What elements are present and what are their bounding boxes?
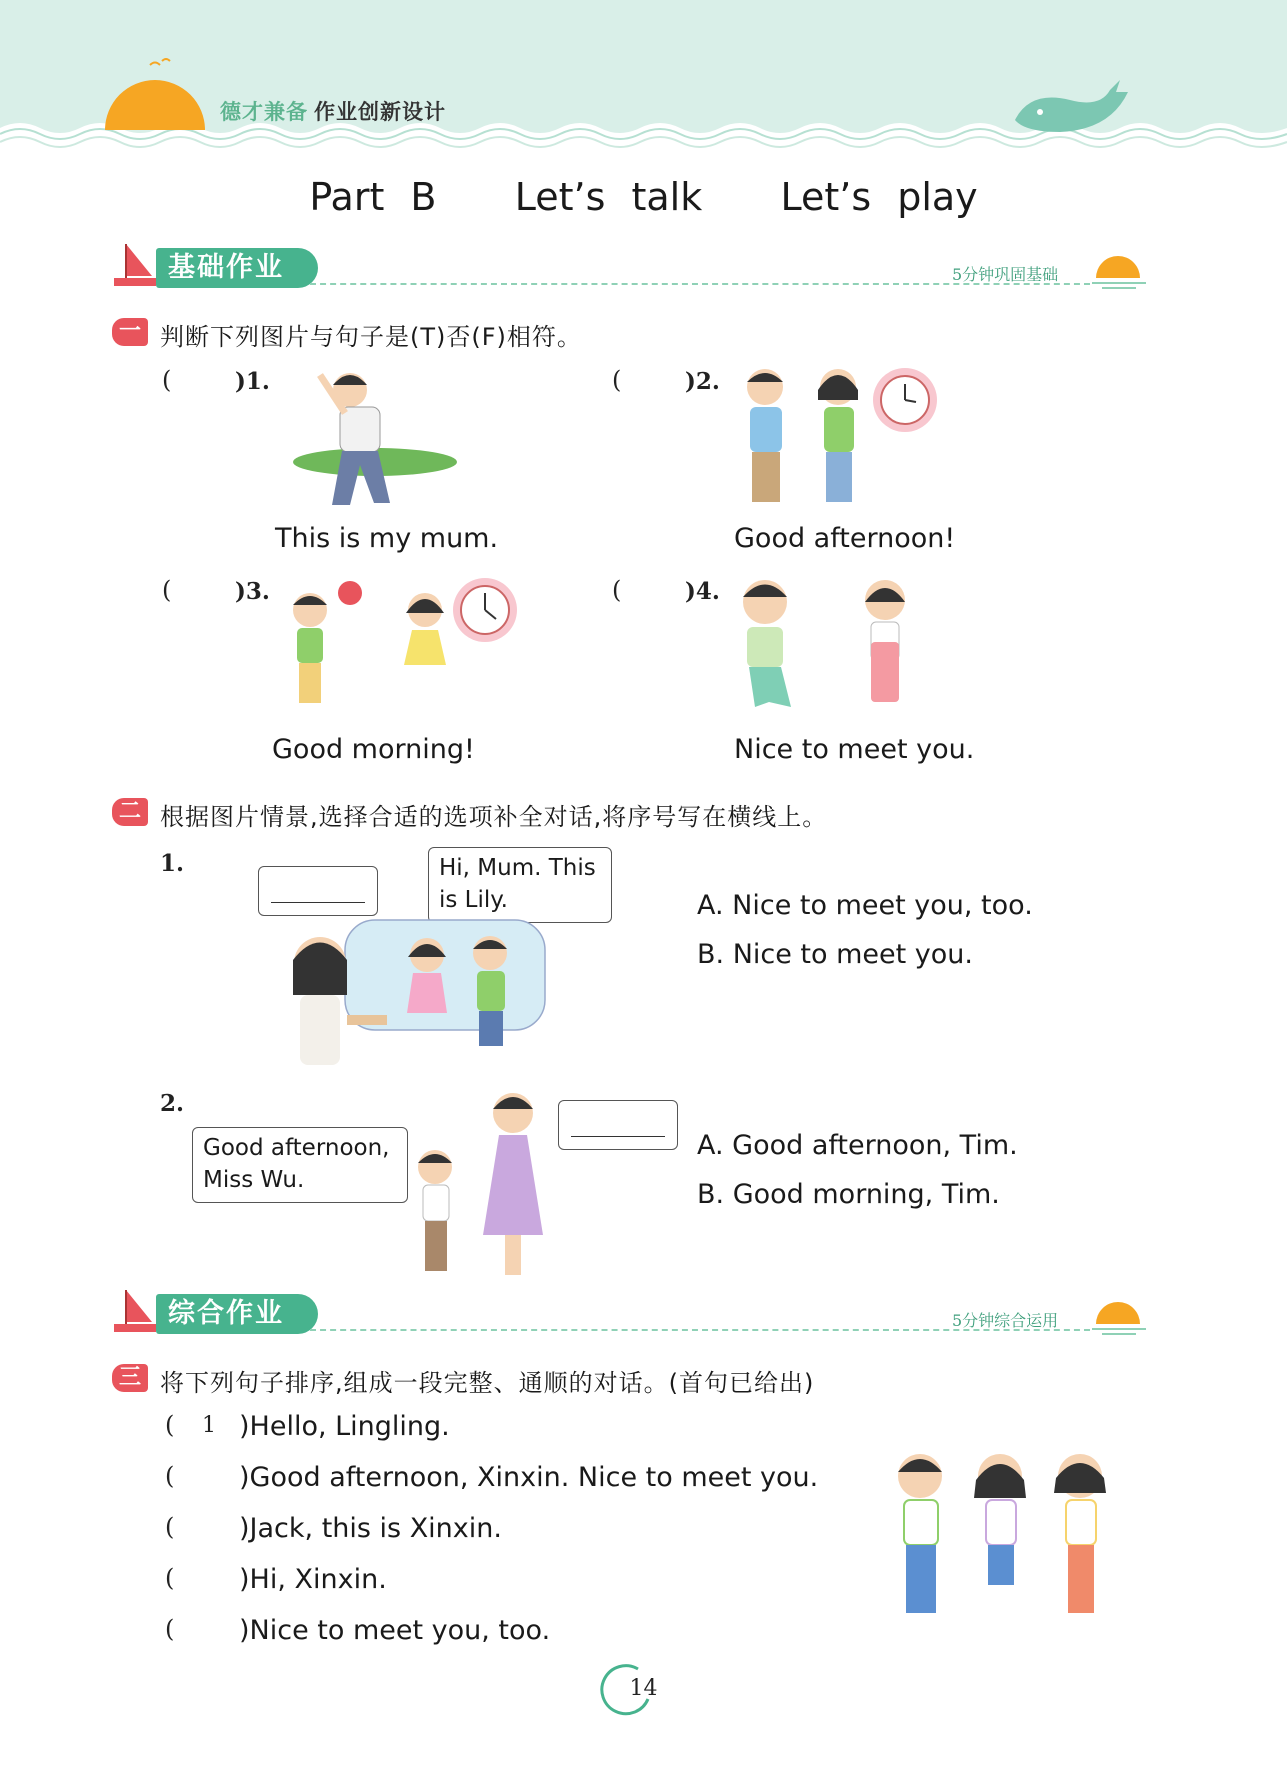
answer-blank-1[interactable] — [180, 368, 230, 396]
question-number-3: 三 — [112, 1364, 148, 1392]
brand-subtitle: 作业创新设计 — [314, 100, 446, 124]
sentence-4: Nice to meet you. — [734, 734, 975, 765]
sentence-2: Good afternoon! — [734, 523, 956, 554]
ship-icon — [112, 242, 158, 288]
dialogue-line-5: )Nice to meet you, too. — [239, 1615, 551, 1646]
page-title: Part B Let’s talk Let’s play — [309, 175, 978, 219]
answer-paren-open: ( — [612, 366, 622, 394]
man-exercising-illustration — [290, 365, 460, 510]
item-number: )2. — [685, 368, 720, 395]
sunset-icon — [1092, 252, 1148, 292]
option-a: A. Nice to meet you, too. — [697, 890, 1033, 921]
answer-line — [271, 902, 365, 903]
sentence-3: Good morning! — [272, 734, 475, 765]
order-blank-3[interactable] — [185, 1515, 235, 1543]
dialogue-line-3: )Jack, this is Xinxin. — [239, 1513, 502, 1544]
answer-paren-open: ( — [165, 1462, 175, 1490]
section-comprehensive-label: 综合作业 — [156, 1294, 318, 1334]
item-number: )4. — [685, 578, 720, 605]
mum-lily-boy-illustration — [275, 915, 555, 1065]
sentence-1: This is my mum. — [275, 523, 499, 554]
answer-bubble-1[interactable] — [258, 866, 378, 916]
item-number: )1. — [235, 368, 270, 395]
sunset-icon — [1092, 1298, 1148, 1338]
option-b: B. Nice to meet you. — [697, 939, 973, 970]
answer-paren-open: ( — [165, 1411, 175, 1439]
answer-paren-open: ( — [165, 1564, 175, 1592]
answer-paren-open: ( — [165, 1513, 175, 1541]
whale-icon — [1010, 70, 1130, 140]
ship-icon — [112, 1288, 158, 1334]
dialogue-line-4: )Hi, Xinxin. — [239, 1564, 387, 1595]
speech-bubble-2 — [192, 1127, 408, 1203]
three-children-illustration — [880, 1448, 1130, 1623]
answer-paren-open: ( — [612, 576, 622, 604]
answer-paren-open: ( — [165, 1615, 175, 1643]
section-comprehensive-note: 5分钟综合运用 — [952, 1311, 1059, 1330]
answer-paren-open: ( — [162, 576, 172, 604]
bubble-line: is Lily. — [439, 887, 508, 913]
answer-blank-2[interactable] — [630, 368, 680, 396]
option-b: B. Good morning, Tim. — [697, 1179, 1000, 1210]
answer-line — [571, 1136, 665, 1137]
teacher-boy-illustration — [405, 1085, 555, 1285]
order-blank-2[interactable] — [185, 1464, 235, 1492]
answer-bubble-2[interactable] — [558, 1100, 678, 1150]
question-3-instruction: 将下列句子排序,组成一段完整、通顺的对话。(首句已给出) — [160, 1369, 815, 1397]
item-number: )3. — [235, 578, 270, 605]
speech-bubble-1 — [428, 847, 612, 923]
answer-paren-open: ( — [162, 366, 172, 394]
order-blank-5[interactable] — [185, 1617, 235, 1645]
section-basic-label: 基础作业 — [156, 248, 318, 288]
question-2-instruction: 根据图片情景,选择合适的选项补全对话,将序号写在横线上。 — [160, 803, 828, 831]
dialogue-line-2: )Good afternoon, Xinxin. Nice to meet you. — [239, 1462, 819, 1493]
item-number: 2. — [160, 1090, 185, 1117]
sun-logo-icon — [100, 55, 210, 135]
question-number-2: 二 — [112, 798, 148, 826]
boy-girl-waving-illustration — [725, 572, 925, 712]
bubble-line: Miss Wu. — [203, 1167, 305, 1193]
question-1-instruction: 判断下列图片与句子是(T)否(F)相符。 — [160, 323, 582, 351]
section-basic-note: 5分钟巩固基础 — [952, 265, 1059, 284]
answer-blank-3[interactable] — [180, 578, 230, 606]
given-order-number: 1 — [202, 1413, 216, 1438]
brand-name: 德才兼备 — [220, 100, 308, 124]
option-a: A. Good afternoon, Tim. — [697, 1130, 1018, 1161]
order-blank-4[interactable] — [185, 1566, 235, 1594]
page-number: 14 — [629, 1676, 658, 1701]
dialogue-line-1: )Hello, Lingling. — [239, 1411, 450, 1442]
children-sun-clock-illustration — [280, 575, 530, 710]
item-number: 1. — [160, 850, 185, 877]
question-number-1: 一 — [112, 318, 148, 346]
bubble-line: Hi, Mum. This — [439, 855, 596, 881]
bubble-line: Good afternoon, — [203, 1135, 390, 1161]
boy-girl-clock-illustration — [730, 362, 950, 512]
answer-blank-4[interactable] — [630, 578, 680, 606]
